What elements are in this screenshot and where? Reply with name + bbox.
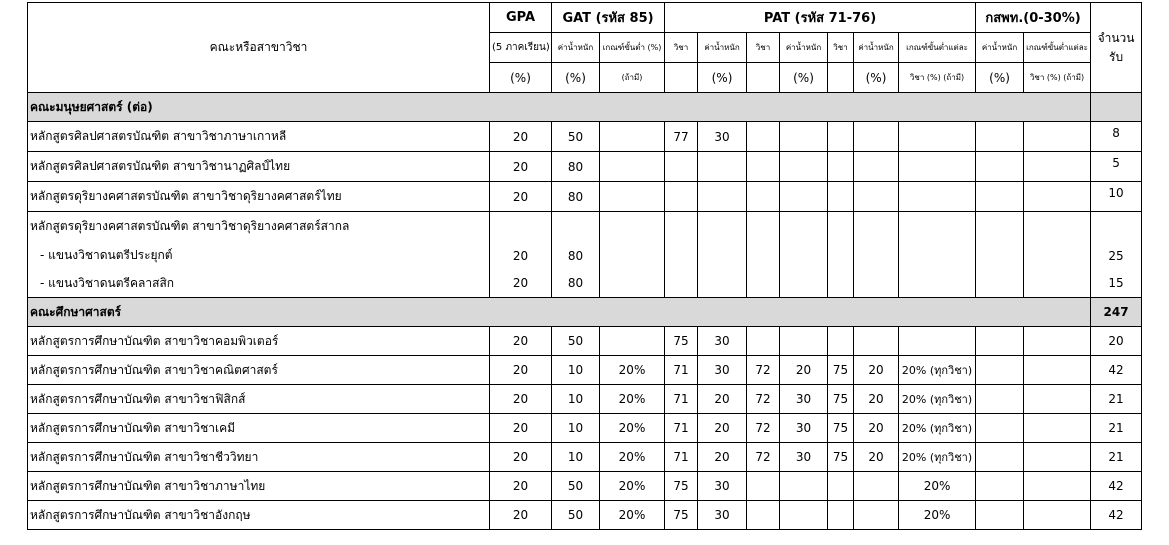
gat-weight: 10 <box>552 443 600 472</box>
faculty-row-humanities <box>28 93 1142 122</box>
program-name: หลักสูตรศิลปศาสตรบัณฑิต สาขาวิชานาฏศิลป์ไทย <box>28 152 490 182</box>
kor-weight <box>976 122 1024 152</box>
pat-weight2-header: ค่าน้ำหนัก <box>780 33 828 63</box>
empty-cell <box>899 270 976 298</box>
empty-cell <box>665 212 698 242</box>
track-name: - แขนงวิชาดนตรีคลาสสิก <box>28 270 490 298</box>
kor-header: กสพท.(0-30%) <box>976 3 1091 33</box>
empty-cell <box>976 242 1024 270</box>
track-name: - แขนงวิชาดนตรีประยุกต์ <box>28 242 490 270</box>
gat-min-header: เกณฑ์ขั้นต่ำ (%) <box>600 33 665 63</box>
pat-weight-3 <box>854 501 899 530</box>
pat-subject-2 <box>747 501 780 530</box>
pat-subject-2 <box>747 152 780 182</box>
table-row <box>28 152 1142 182</box>
program-name: หลักสูตรการศึกษาบัณฑิต สาขาวิชาภาษาไทย <box>28 472 490 501</box>
empty-cell <box>747 242 780 270</box>
gat-weight: 80 <box>552 242 600 270</box>
faculty-name: คณะศึกษาศาสตร์ <box>28 298 1091 327</box>
gpa-weight: 20 <box>490 152 552 182</box>
kor-min <box>1024 356 1091 385</box>
gat-min: 20% <box>600 501 665 530</box>
pat-weight-3 <box>854 152 899 182</box>
empty-cell <box>899 242 976 270</box>
program-name: หลักสูตรการศึกษาบัณฑิต สาขาวิชาชีววิทยา <box>28 443 490 472</box>
quantity: 15 <box>1091 270 1142 298</box>
gat-min <box>600 182 665 212</box>
empty-cell <box>828 242 854 270</box>
gat-weight-pct-header: (%) <box>552 63 600 93</box>
table-row <box>28 327 1142 356</box>
table-row <box>28 385 1142 414</box>
empty-cell <box>780 270 828 298</box>
kor-min <box>1024 122 1091 152</box>
gat-weight: 50 <box>552 122 600 152</box>
gpa-weight: 20 <box>490 122 552 152</box>
admission-criteria-document <box>27 2 1142 530</box>
empty-cell <box>600 242 665 270</box>
kor-weight <box>976 356 1024 385</box>
pat-weight-1: 20 <box>698 414 747 443</box>
kor-weight <box>976 152 1024 182</box>
pat-weight-1: 30 <box>698 356 747 385</box>
gat-header: GAT (รหัส 85) <box>552 3 665 33</box>
quantity: 25 <box>1091 242 1142 270</box>
kor-weight <box>976 443 1024 472</box>
kor-weight <box>976 414 1024 443</box>
empty-cell <box>600 270 665 298</box>
gat-min: 20% <box>600 414 665 443</box>
admission-criteria-table <box>27 2 1142 530</box>
gpa-weight: 20 <box>490 270 552 298</box>
kor-min <box>1024 501 1091 530</box>
pat-weight-2 <box>780 501 828 530</box>
program-name: หลักสูตรดุริยางคศาสตรบัณฑิต สาขาวิชาดุริยางคศาสตร์ไทย <box>28 182 490 212</box>
pat-subject-3: 75 <box>828 414 854 443</box>
pat-subject-2: 72 <box>747 414 780 443</box>
pat-weight-2: 30 <box>780 385 828 414</box>
pat-subject-2: 72 <box>747 443 780 472</box>
pat-subject-3 <box>828 122 854 152</box>
program-column-header: คณะหรือสาขาวิชา <box>28 3 490 93</box>
pat-weight-3: 20 <box>854 356 899 385</box>
pat-header: PAT (รหัส 71-76) <box>665 3 976 33</box>
pat-subject-1: 75 <box>665 501 698 530</box>
pat-subject-3 <box>828 152 854 182</box>
pat-min <box>899 327 976 356</box>
kor-min <box>1024 414 1091 443</box>
quantity: 21 <box>1091 414 1142 443</box>
gat-weight: 80 <box>552 152 600 182</box>
gat-min-ifany-header: (ถ้ามี) <box>600 63 665 93</box>
pat-weight3-pct-header: (%) <box>854 63 899 93</box>
pat-weight1-header: ค่าน้ำหนัก <box>698 33 747 63</box>
quantity: 42 <box>1091 472 1142 501</box>
empty-cell <box>976 270 1024 298</box>
table-row <box>28 356 1142 385</box>
empty-cell <box>976 212 1024 242</box>
empty-cell <box>828 270 854 298</box>
kor-min <box>1024 152 1091 182</box>
empty-cell <box>747 270 780 298</box>
pat-weight-2 <box>780 152 828 182</box>
pat-subject2-blank <box>747 63 780 93</box>
table-row-track <box>28 242 1142 270</box>
pat-weight-2: 30 <box>780 443 828 472</box>
quantity: 42 <box>1091 356 1142 385</box>
empty-cell <box>828 212 854 242</box>
gpa-weight: 20 <box>490 385 552 414</box>
quantity: 42 <box>1091 501 1142 530</box>
pat-min-ifany-header: วิชา (%) (ถ้ามี) <box>899 63 976 93</box>
pat-subject-2 <box>747 182 780 212</box>
gpa-sub-header: (5 ภาคเรียน) <box>490 33 552 63</box>
empty-cell <box>698 242 747 270</box>
pat-weight-2: 30 <box>780 414 828 443</box>
empty-cell <box>1024 212 1091 242</box>
pat-subject-3 <box>828 182 854 212</box>
pat-subject-3 <box>828 501 854 530</box>
pat-min: 20% <box>899 472 976 501</box>
quantity: 10 <box>1091 182 1142 212</box>
quantity: 21 <box>1091 385 1142 414</box>
table-row-track <box>28 270 1142 298</box>
pat-weight-3: 20 <box>854 443 899 472</box>
program-name: หลักสูตรการศึกษาบัณฑิต สาขาวิชาคณิตศาสตร์ <box>28 356 490 385</box>
table-row <box>28 501 1142 530</box>
gat-weight: 50 <box>552 501 600 530</box>
pat-min-header: เกณฑ์ขั้นต่ำแต่ละ <box>899 33 976 63</box>
quantity-header <box>1091 3 1142 93</box>
pat-subject-2: 72 <box>747 356 780 385</box>
empty-cell <box>665 270 698 298</box>
gat-min: 20% <box>600 472 665 501</box>
gat-weight: 10 <box>552 385 600 414</box>
pat-subject1-header: วิชา <box>665 33 698 63</box>
pat-subject-1 <box>665 182 698 212</box>
gat-weight: 10 <box>552 356 600 385</box>
pat-subject-1: 71 <box>665 385 698 414</box>
pat-weight-2 <box>780 122 828 152</box>
empty-cell <box>854 242 899 270</box>
empty-cell <box>854 212 899 242</box>
gpa-weight: 20 <box>490 356 552 385</box>
empty-cell <box>1091 212 1142 242</box>
pat-weight-3: 20 <box>854 414 899 443</box>
pat-min: 20% <box>899 501 976 530</box>
faculty-name: คณะมนุษยศาสตร์ (ต่อ) <box>28 93 1091 122</box>
empty-cell <box>552 212 600 242</box>
pat-weight-1: 20 <box>698 443 747 472</box>
pat-weight-1: 30 <box>698 472 747 501</box>
quantity: 8 <box>1091 122 1142 152</box>
pat-weight2-pct-header: (%) <box>780 63 828 93</box>
gpa-weight: 20 <box>490 472 552 501</box>
pat-subject1-blank <box>665 63 698 93</box>
pat-weight-3 <box>854 327 899 356</box>
gpa-weight: 20 <box>490 443 552 472</box>
program-name: หลักสูตรการศึกษาบัณฑิต สาขาวิชาเคมี <box>28 414 490 443</box>
kor-min <box>1024 182 1091 212</box>
pat-weight-3: 20 <box>854 385 899 414</box>
gat-weight-header: ค่าน้ำหนัก <box>552 33 600 63</box>
pat-subject-2: 72 <box>747 385 780 414</box>
pat-min: 20% (ทุกวิชา) <box>899 414 976 443</box>
pat-min <box>899 152 976 182</box>
empty-cell <box>854 270 899 298</box>
kor-min <box>1024 443 1091 472</box>
program-name: หลักสูตรดุริยางคศาสตรบัณฑิต สาขาวิชาดุริยางคศาสตร์สากล <box>28 212 490 242</box>
gat-weight: 80 <box>552 182 600 212</box>
pat-subject-3 <box>828 327 854 356</box>
kor-weight <box>976 501 1024 530</box>
kor-min <box>1024 327 1091 356</box>
pat-subject2-header: วิชา <box>747 33 780 63</box>
faculty-total: 247 <box>1091 298 1142 327</box>
empty-cell <box>1024 270 1091 298</box>
gpa-weight: 20 <box>490 414 552 443</box>
kor-weight <box>976 385 1024 414</box>
gat-min: 20% <box>600 443 665 472</box>
pat-subject-3 <box>828 472 854 501</box>
kor-weight <box>976 472 1024 501</box>
gpa-weight: 20 <box>490 327 552 356</box>
program-name: หลักสูตรการศึกษาบัณฑิต สาขาวิชาฟิสิกส์ <box>28 385 490 414</box>
gpa-header: GPA <box>490 3 552 33</box>
gat-min <box>600 122 665 152</box>
pat-subject3-header: วิชา <box>828 33 854 63</box>
kor-min-header: เกณฑ์ขั้นต่ำแต่ละ <box>1024 33 1091 63</box>
pat-subject-2 <box>747 472 780 501</box>
program-name: หลักสูตรศิลปศาสตรบัณฑิต สาขาวิชาภาษาเกาหลี <box>28 122 490 152</box>
pat-weight-2 <box>780 182 828 212</box>
gpa-weight: 20 <box>490 242 552 270</box>
pat-weight-2 <box>780 327 828 356</box>
pat-weight1-pct-header: (%) <box>698 63 747 93</box>
gat-min: 20% <box>600 356 665 385</box>
quantity-header-line2: รับ <box>1109 49 1124 64</box>
pat-weight3-header: ค่าน้ำหนัก <box>854 33 899 63</box>
quantity: 5 <box>1091 152 1142 182</box>
kor-min-ifany-header: วิชา (%) (ถ้ามี) <box>1024 63 1091 93</box>
gat-weight: 80 <box>552 270 600 298</box>
empty-cell <box>780 242 828 270</box>
empty-cell <box>600 212 665 242</box>
gat-weight: 50 <box>552 472 600 501</box>
table-row <box>28 472 1142 501</box>
pat-subject-1: 71 <box>665 443 698 472</box>
empty-cell <box>780 212 828 242</box>
pat-weight-1 <box>698 152 747 182</box>
gpa-weight: 20 <box>490 182 552 212</box>
pat-weight-1 <box>698 182 747 212</box>
pat-min: 20% (ทุกวิชา) <box>899 443 976 472</box>
gpa-pct-header: (%) <box>490 63 552 93</box>
empty-cell <box>1024 242 1091 270</box>
empty-cell <box>665 242 698 270</box>
kor-min <box>1024 472 1091 501</box>
pat-subject-1: 71 <box>665 356 698 385</box>
empty-cell <box>899 212 976 242</box>
quantity-header-line1: จำนวน <box>1097 30 1135 45</box>
gat-min <box>600 152 665 182</box>
table-row <box>28 182 1142 212</box>
kor-weight <box>976 182 1024 212</box>
table-row-group-header <box>28 212 1142 242</box>
pat-subject-2 <box>747 327 780 356</box>
pat-subject-1: 75 <box>665 327 698 356</box>
table-row <box>28 443 1142 472</box>
program-name: หลักสูตรการศึกษาบัณฑิต สาขาวิชาอังกฤษ <box>28 501 490 530</box>
kor-weight-header: ค่าน้ำหนัก <box>976 33 1024 63</box>
pat-min <box>899 182 976 212</box>
pat-weight-1: 30 <box>698 122 747 152</box>
pat-weight-3 <box>854 182 899 212</box>
empty-cell <box>698 270 747 298</box>
pat-subject-1: 77 <box>665 122 698 152</box>
pat-weight-3 <box>854 472 899 501</box>
faculty-row-education <box>28 298 1142 327</box>
table-row <box>28 122 1142 152</box>
gat-min: 20% <box>600 385 665 414</box>
gat-weight: 10 <box>552 414 600 443</box>
pat-subject-1: 75 <box>665 472 698 501</box>
empty-cell <box>747 212 780 242</box>
pat-weight-1: 20 <box>698 385 747 414</box>
faculty-total <box>1091 93 1142 122</box>
pat-subject-1 <box>665 152 698 182</box>
pat-weight-2: 20 <box>780 356 828 385</box>
kor-weight-pct-header: (%) <box>976 63 1024 93</box>
pat-weight-2 <box>780 472 828 501</box>
table-row <box>28 414 1142 443</box>
pat-subject-1: 71 <box>665 414 698 443</box>
pat-weight-1: 30 <box>698 501 747 530</box>
empty-cell <box>490 212 552 242</box>
quantity: 21 <box>1091 443 1142 472</box>
gat-weight: 50 <box>552 327 600 356</box>
pat-min <box>899 122 976 152</box>
empty-cell <box>698 212 747 242</box>
program-name: หลักสูตรการศึกษาบัณฑิต สาขาวิชาคอมพิวเตอร์ <box>28 327 490 356</box>
pat-min: 20% (ทุกวิชา) <box>899 356 976 385</box>
quantity: 20 <box>1091 327 1142 356</box>
kor-weight <box>976 327 1024 356</box>
pat-subject-3: 75 <box>828 443 854 472</box>
pat-weight-1: 30 <box>698 327 747 356</box>
pat-weight-3 <box>854 122 899 152</box>
kor-min <box>1024 385 1091 414</box>
gpa-weight: 20 <box>490 501 552 530</box>
pat-subject3-blank <box>828 63 854 93</box>
gat-min <box>600 327 665 356</box>
pat-subject-2 <box>747 122 780 152</box>
header-row-1 <box>28 3 1142 33</box>
pat-min: 20% (ทุกวิชา) <box>899 385 976 414</box>
pat-subject-3: 75 <box>828 385 854 414</box>
pat-subject-3: 75 <box>828 356 854 385</box>
